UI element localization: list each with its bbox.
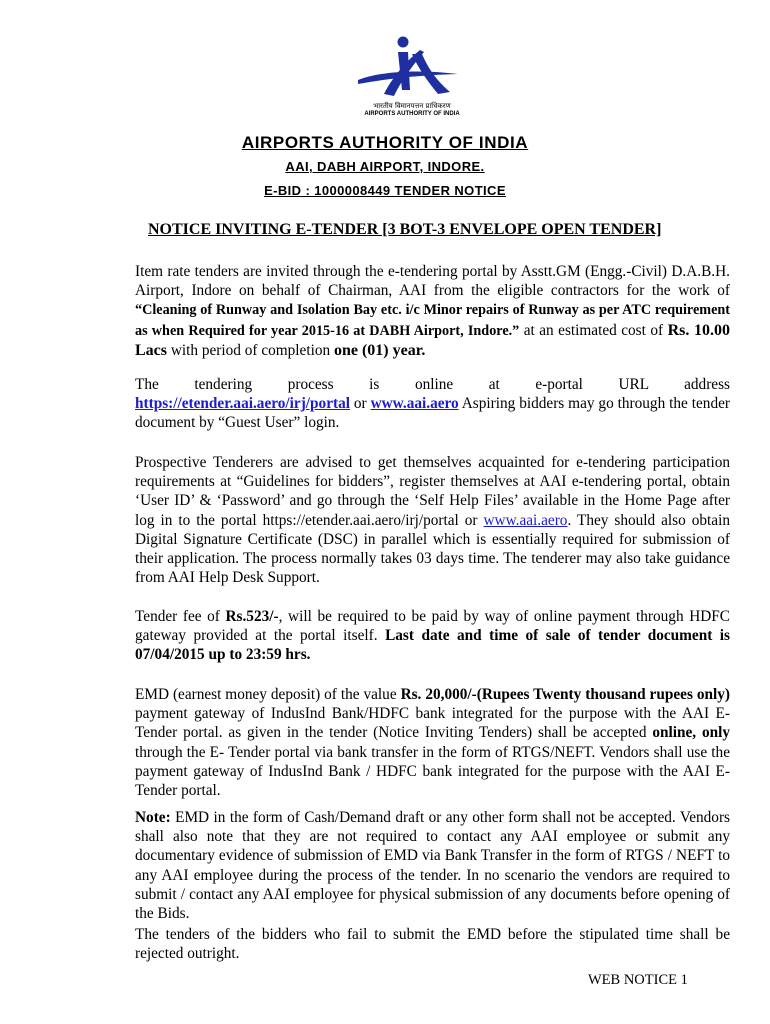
paragraph-portal: The tendering process is online at e-portal URL address https://etender.aai.aero/irj/portal or www.aai.aero Aspiring bidders may go through the tender document by “Guest User” login. [135,376,730,432]
note-label: Note: [135,809,171,826]
portal-intro-line: The tendering process is online at e-portal URL address [135,376,730,393]
notice-title: NOTICE INVITING E-TENDER [3 BOT-3 ENVELOPE OPEN TENDER] [148,221,662,238]
office-heading: AAI, DABH AIRPORT, INDORE. [285,159,485,174]
aai-website-link-2[interactable]: www.aai.aero [483,511,568,529]
etender-portal-link[interactable]: https://etender.aai.aero/irj/portal [135,395,350,413]
org-heading: AIRPORTS AUTHORITY OF INDIA [241,133,529,152]
logo-hindi-text: भारतीय विमानपत्तन प्राधिकरण [373,102,451,110]
aai-logo [354,34,464,120]
footer-label: WEB NOTICE 1 [588,972,688,988]
logo-english-text: AIRPORTS AUTHORITY OF INDIA [364,111,460,117]
paragraph-note: Note: EMD in the form of Cash/Demand draft or any other form shall not be accepted. Vendors shall also note that they are not required to contact any AAI employee or submit any documentary evidence of submission of EMD via Bank Transfer in the form of RTGS / NEFT to any AAI employee during the process of the tender. In no scenario the vendors are required to submit / contact any AAI employee for physical submission of any documents before opening of the Bids. [135,809,730,923]
paragraph-work-description: Item rate tenders are invited through the e-tendering portal by Asstt.GM (Engg.-Civil) D.A.B.H. Airport, Indore on behalf of Chairman, AAI from the eligible contractors for the work of “Cleaning of Runway and Isolation Bay etc. i/c Minor repairs of Runway as per ATC requirement as when Required for year 2015-16 at DABH Airport, Indore.” at an estimated cost of Rs. 10.00 Lacs with period of completion one (01) year. [135,263,730,359]
paragraph-emd: EMD (earnest money deposit) of the value Rs. 20,000/-(Rupees Twenty thousand rupees only) payment gateway of IndusInd Bank/HDFC bank integrated for the purpose with the AAI E-Tender portal. as given in the tender (Notice Inviting Tenders) shall be accepted online, only through the E- Tender portal via bank transfer in the form of RTGS/NEFT. Vendors shall use the payment gateway of IndusInd Bank / HDFC bank integrated for the purpose with the AAI E- Tender portal. [135,686,730,800]
paragraph-tender-fee: Tender fee of Rs.523/-, will be required to be paid by way of online payment through HDFC gateway provided at the portal itself. Last date and time of sale of tender document is 07/04/2015 up to 23:59 hrs. [135,608,730,664]
aai-emblem-icon [354,34,464,104]
paragraph-rejection: The tenders of the bidders who fail to submit the EMD before the stipulated time shall be rejected outright. [135,926,730,963]
ebid-heading: E-BID : 1000008449 TENDER NOTICE [264,183,506,198]
aai-website-link[interactable]: www.aai.aero [370,395,459,413]
paragraph-registration: Prospective Tenderers are advised to get themselves acquainted for e-tendering participation requirements at “Guidelines for bidders”, register themselves at AAI e-tendering portal, obtain ‘User ID’ & ‘Password’ and go through the ‘Self Help Files’ available in the Home Page after log in to the portal https://etender.aai.aero/irj/portal or www.aai.aero. They should also obtain Digital Signature Certificate (DSC) in parallel which is essentially required for submission of their application. The process normally takes 03 days time. The tenderer may also take guidance from AAI Help Desk Support. [135,454,730,587]
